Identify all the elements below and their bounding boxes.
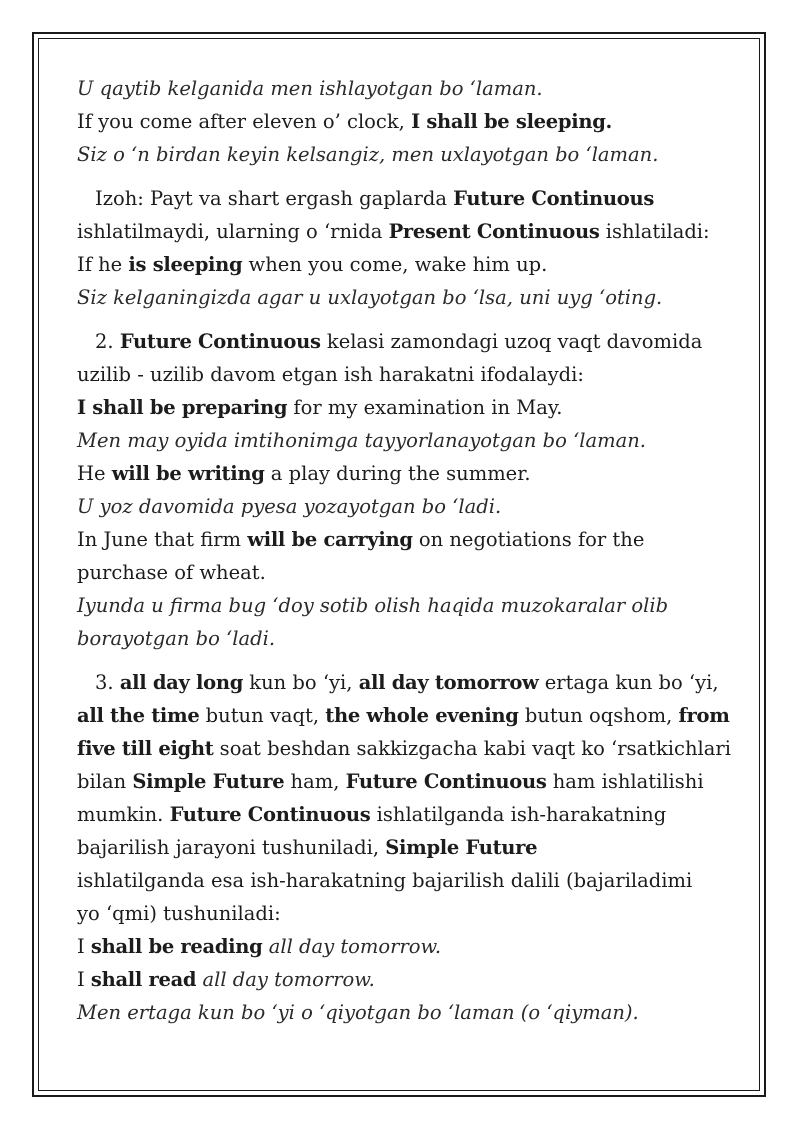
bold-term: will be carrying — [247, 528, 413, 551]
italic-phrase: all day tomorrow. — [268, 935, 442, 958]
text-span: Men ertaga kun bo ʻyi o ʻqiyotgan bo ʻlaman (o ʻqiyman). — [77, 1001, 639, 1024]
bold-term: will be writing — [111, 462, 265, 485]
bold-term: from — [678, 704, 730, 727]
text-span: on negotiations for the — [412, 528, 645, 551]
text-span: bilan — [77, 770, 133, 793]
text-span: ishlatilganda ish-harakatning — [370, 803, 667, 826]
text-span: when you come, wake him up. — [242, 253, 548, 276]
bold-term: Future Continuous — [453, 187, 655, 210]
text-span: soat beshdan sakkizgacha kabi vaqt ko ʻrsatkichlari — [213, 737, 731, 760]
italic-phrase: all day tomorrow. — [202, 968, 375, 991]
text-line — [77, 325, 717, 358]
text-span: ham ishlatilishi — [546, 770, 704, 793]
translation-line — [77, 996, 717, 1029]
text-span: ertaga kun bo ʻyi, — [538, 671, 719, 694]
text-span: a play during the summer. — [264, 462, 531, 485]
document-body — [77, 72, 731, 1029]
text-line — [77, 215, 717, 248]
bold-term: Present Continuous — [388, 220, 600, 243]
text-span: 3. — [95, 671, 120, 694]
text-span: mumkin. — [77, 803, 170, 826]
text-span: kelasi zamondagi uzoq vaqt davomida — [320, 330, 703, 353]
text-line — [77, 699, 730, 732]
text-line — [77, 897, 717, 930]
text-span: purchase of wheat. — [77, 561, 266, 584]
translation-line — [77, 622, 717, 655]
bold-term: five till eight — [77, 737, 214, 760]
translation-line — [77, 589, 717, 622]
bold-term: shall read — [90, 968, 197, 991]
text-span: I — [77, 968, 91, 991]
text-line — [77, 930, 717, 963]
text-span: Izoh: Payt va shart ergash gaplarda — [95, 187, 454, 210]
text-line — [77, 666, 717, 699]
text-span: yo ʻqmi) tushuniladi: — [77, 902, 281, 925]
text-line — [77, 732, 731, 765]
bold-term: is sleeping — [128, 253, 243, 276]
text-span: ishlatilmaydi, ularning o ʻrnida — [77, 220, 389, 243]
text-line — [77, 358, 717, 391]
text-line — [77, 457, 717, 490]
translation-line — [77, 424, 717, 457]
text-line — [77, 963, 717, 996]
text-span: 2. — [95, 330, 120, 353]
text-line — [77, 182, 717, 215]
bold-term: I shall be preparing — [77, 396, 288, 419]
text-line — [77, 556, 717, 589]
text-span: borayotgan bo ʻladi. — [77, 627, 276, 650]
text-line — [77, 798, 717, 831]
text-line — [77, 248, 717, 281]
text-span: In June that firm — [77, 528, 248, 551]
translation-line — [77, 138, 717, 171]
text-line — [77, 765, 717, 798]
translation-line — [77, 72, 717, 105]
bold-term: shall be reading — [90, 935, 263, 958]
text-span: Siz kelganingizda agar u uxlayotgan bo ʻlsa, uni uyg ʻoting. — [77, 286, 663, 309]
bold-term: Simple Future — [385, 836, 538, 859]
text-span: uzilib - uzilib davom etgan ish harakatni ifodalaydi: — [77, 363, 584, 386]
text-span: kun bo ʻyi, — [243, 671, 359, 694]
bold-term: Simple Future — [132, 770, 285, 793]
text-span: Men may oyida imtihonimga tayyorlanayotgan bo ʻlaman. — [77, 429, 647, 452]
text-line — [77, 523, 717, 556]
bold-term: all day tomorrow — [358, 671, 539, 694]
text-span: U yoz davomida pyesa yozayotgan bo ʻladi. — [77, 495, 502, 518]
text-span: If he — [77, 253, 129, 276]
bold-term: Future Continuous — [169, 803, 371, 826]
bold-term: all the time — [77, 704, 200, 727]
text-span: Iyunda u firma bug ʻdoy sotib olish haqida muzokaralar olib — [77, 594, 669, 617]
translation-line — [77, 281, 717, 314]
text-span: Siz o ʻn birdan keyin kelsangiz, men uxlayotgan bo ʻlaman. — [77, 143, 659, 166]
text-span: I — [77, 935, 91, 958]
text-span: butun oqshom, — [518, 704, 679, 727]
text-span: ishlatilganda esa ish-harakatning bajarilish dalili (bajariladimi — [77, 869, 693, 892]
bold-term: I shall be sleeping. — [411, 110, 613, 133]
text-line — [77, 831, 717, 864]
text-span: He — [77, 462, 112, 485]
text-span: ham, — [284, 770, 346, 793]
text-line — [77, 864, 717, 897]
text-span: butun vaqt, — [199, 704, 326, 727]
bold-term: Future Continuous — [345, 770, 547, 793]
text-line — [77, 391, 717, 424]
text-span: If you come after eleven o’ clock, — [77, 110, 412, 133]
bold-term: the whole evening — [325, 704, 519, 727]
text-line — [77, 105, 717, 138]
text-span: bajarilish jarayoni tushuniladi, — [77, 836, 386, 859]
text-span: ishlatiladi: — [599, 220, 710, 243]
bold-term: all day long — [119, 671, 244, 694]
text-span: for my examination in May. — [287, 396, 563, 419]
text-span: U qaytib kelganida men ishlayotgan bo ʻlaman. — [77, 77, 543, 100]
translation-line — [77, 490, 717, 523]
bold-term: Future Continuous — [119, 330, 321, 353]
